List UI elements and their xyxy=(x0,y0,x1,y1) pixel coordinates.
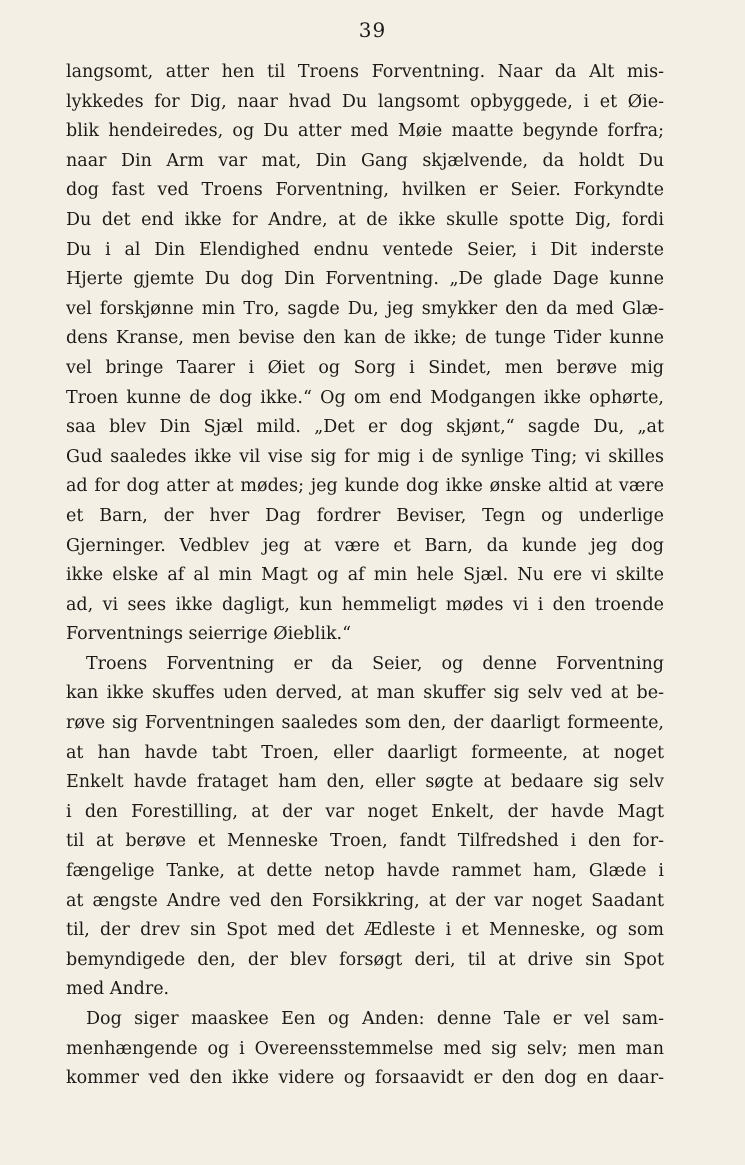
text-line: et Barn, der hver Dag fordrer Beviser, Tegn og underlige xyxy=(66,505,664,526)
text-line: Dog siger maaskee Een og Anden: denne Tale er vel sam- xyxy=(86,1009,664,1029)
text-line: langsomt, atter hen til Troens Forventning. Naar da Alt mis- xyxy=(66,62,664,82)
text-line: dens Kranse, men bevise den kan de ikke; de tunge Tider kunne xyxy=(66,328,664,349)
body-text xyxy=(66,58,664,1094)
text-line: Forventnings seierrige Øieblik.“ xyxy=(66,624,352,645)
text-line: saa blev Din Sjæl mild. „Det er dog skjønt,“ sagde Du, „at xyxy=(66,417,664,438)
text-line: til, der drev sin Spot med det Ædleste i et Menneske, og som xyxy=(66,920,664,941)
text-line: blik hendeiredes, og Du atter med Møie maatte begynde forfra; xyxy=(66,121,664,142)
text-line: kan ikke skuffes uden derved, at man skuffer sig selv ved at be- xyxy=(66,683,664,704)
text-line: fængelige Tanke, at dette netop havde rammet ham, Glæde i xyxy=(66,861,664,882)
text-line: med Andre. xyxy=(66,979,170,1000)
text-line: menhængende og i Overeensstemmelse med sig selv; men man xyxy=(66,1038,664,1059)
text-line: Gjerninger. Vedblev jeg at være et Barn, da kunde jeg dog xyxy=(66,535,664,556)
text-line: bemyndigede den, der blev forsøgt deri, til at drive sin Spot xyxy=(66,949,664,970)
text-line: Enkelt havde frataget ham den, eller søgte at bedaare sig selv xyxy=(66,772,664,793)
text-line: Gud saaledes ikke vil vise sig for mig i de synlige Ting; vi skilles xyxy=(66,446,664,467)
text-line: Du det end ikke for Andre, at de ikke skulle spotte Dig, fordi xyxy=(66,209,664,230)
text-line: ikke elske af al min Magt og af min hele Sjæl. Nu ere vi skilte xyxy=(66,565,664,586)
text-line: Troens Forventning er da Seier, og denne Forventning xyxy=(86,653,664,674)
page-number: 39 xyxy=(358,18,387,42)
text-line: Troen kunne de dog ikke.“ Og om end Modgangen ikke ophørte, xyxy=(66,387,664,408)
text-line: ad, vi sees ikke dagligt, kun hemmeligt mødes vi i den troende xyxy=(66,594,664,615)
text-line: ad for dog atter at mødes; jeg kunde dog ikke ønske altid at være xyxy=(66,476,664,497)
text-line: røve sig Forventningen saaledes som den, der daarligt formeente, xyxy=(66,713,664,734)
text-line: Hjerte gjemte Du dog Din Forventning. „De glade Dage kunne xyxy=(66,269,664,290)
text-line: at ængste Andre ved den Forsikkring, at der var noget Saadant xyxy=(66,890,664,911)
text-line: vel bringe Taarer i Øiet og Sorg i Sindet, men berøve mig xyxy=(66,357,664,378)
text-line: til at berøve et Menneske Troen, fandt Tilfredshed i den for- xyxy=(66,831,664,852)
text-line: i den Forestilling, at der var noget Enkelt, der havde Magt xyxy=(66,801,664,822)
text-line: naar Din Arm var mat, Din Gang skjælvende, da holdt Du xyxy=(66,150,664,171)
text-line: Du i al Din Elendighed endnu ventede Seier, i Dit inderste xyxy=(66,239,664,260)
text-line: lykkedes for Dig, naar hvad Du langsomt opbyggede, i et Øie- xyxy=(66,91,664,112)
text-line: dog fast ved Troens Forventning, hvilken er Seier. Forkyndte xyxy=(66,180,664,201)
text-line: vel forskjønne min Tro, sagde Du, jeg smykker den da med Glæ- xyxy=(66,298,664,319)
text-line: kommer ved den ikke videre og forsaavidt er den dog en daar- xyxy=(66,1068,664,1089)
text-line: at han havde tabt Troen, eller daarligt formeente, at noget xyxy=(66,742,664,763)
